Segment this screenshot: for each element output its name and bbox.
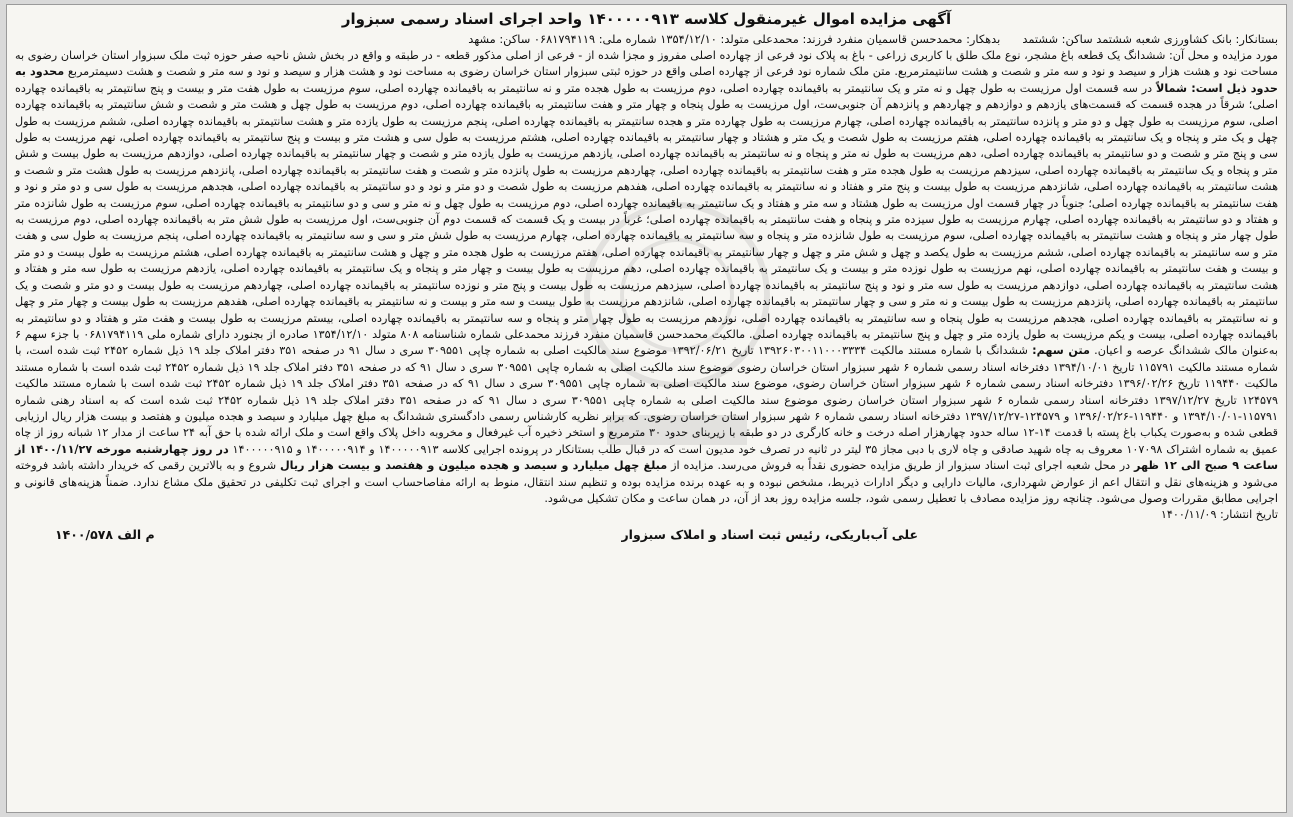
body-bold-1: محدود به حدود ذیل است: شمالاً (15, 65, 1278, 95)
notice-sheet (6, 4, 1287, 813)
body-part-4: در محل شعبه اجرای ثبت اسناد سبزوار از طریق مزایده حضوری نقداً به فروش می‌رسد. مزایده از (671, 459, 1131, 473)
body-bold-4: مبلغ چهل میلیارد و سیصد و هجده میلیون و هفتصد و بیست هزار ریال (279, 459, 668, 473)
creditor-info: بستانکار: بانک کشاورزی شعبه ششتمد ساکن: ششتمد (1022, 32, 1278, 46)
signature: علی آب‌باریکی، رئیس ثبت اسناد و املاک سبزوار (621, 527, 918, 543)
body-bold-3: در روز چهارشنبه مورخه ۱۴۰۰/۱۱/۲۷ از ساعت ۹ صبح الی ۱۲ ظهر (15, 442, 1278, 473)
body-part-1: مورد مزایده و محل آن: ششدانگ یک قطعه باغ مشجر، نوع ملک طلق با کاربری زراعی - باغ به پلاک نود فرعی از چهارده اصلی مفروز و مجزا شده از - فرعی از اصلی مذکور قطعه - در طبقه و واقع در بخش شش ناحیه صفر حوزه ثبت ملک سبزوار استان خراسان رضوی به مساحت نود و هشت هزار و سیصد و نود و سه متر و شصت و هشت سانتیمترمربع. متن ملک شماره نود فرعی از چهارده اصلی واقع در حوزه ثبتی سبزوار استان خراسان رضوی به مساحت نود و هشت هزار و سیصد و نود و سه متر و شصت و هشت دسیمترمربع (15, 49, 1278, 79)
parties-line (15, 31, 1278, 47)
signature-row (15, 525, 1278, 545)
publish-date: تاریخ انتشار: ۱۴۰۰/۱۱/۰۹ (1160, 508, 1278, 522)
body-part-2: در سه قسمت اول مرزیست به طول چهل و نه متر و یک سانتیمتر به باقیمانده چهارده اصلی، دوم مرزیست به طول هجده متر و نه سانتیمتر به باقیمانده چهارده اصلی، سوم مرزیست به طول هفت متر و بیست و پنج سانتیمتر به باقیمانده چهارده اصلی؛ شرقاً در هجده قسمت که قسمت‌های یازدهم و دوازدهم و چهاردهم و پانزدهم آن جنوبی‌ست، اول مرزیست به طول پنجاه و چهار متر و هفت سانتیمتر به باقیمانده چهارده اصلی، دوم مرزیست به طول چهل و هشت متر و شصت و شش سانتیمتر به باقیمانده چهارده اصلی، سوم مرزیست به طول چهل و دو متر و پانزده سانتیمتر به باقیمانده چهارده اصلی، چهارم مرزیست به طول چهارده متر و هجده سانتیمتر به باقیمانده چهارده اصلی، پنجم مرزیست به طول یازده متر و هشت سانتیمتر به باقیمانده چهارده اصلی، ششم مرزیست به طول چهل و یک متر و پنجاه و یک سانتیمتر به باقیمانده چهارده اصلی، هفتم مرزیست به طول شصت و یک متر و هشتاد و چهار سانتیمتر به باقیمانده چهارده اصلی، هشتم مرزیست به طول سی و هشت متر و بیست و پنج سانتیمتر به باقیمانده چهارده اصلی، نهم مرزیست به طول سی و پنج متر و شصت و دو سانتیمتر به باقیمانده چهارده اصلی، دهم مرزیست به طول نه متر و پنجاه و نه سانتیمتر به باقیمانده چهارده اصلی، یازدهم مرزیست به طول یازده متر و شصت و چهار سانتیمتر به باقیمانده چهارده اصلی، دوازدهم مرزیست به طول بیست و شش متر و پنجاه و یک سانتیمتر به باقیمانده چهارده اصلی، سیزدهم مرزیست به طول هجده متر و هفت سانتیمتر به باقیمانده چهارده اصلی، چهاردهم مرزیست به طول پانزده متر و شصت و هفت سانتیمتر به باقیمانده چهارده اصلی، پانزدهم مرزیست به طول هشت متر و شصت و هشت سانتیمتر به باقیمانده چهارده اصلی، شانزدهم مرزیست به طول بیست و پنج متر و هفتاد و نه سانتیمتر به باقیمانده چهارده اصلی، هفدهم مرزیست به طول شصت و دو متر و نود و دو سانتیمتر به باقیمانده چهارده اصلی، هجدهم مرزیست به طول سی و دو متر و نود و هفت سانتیمتر به باقیمانده چهارده اصلی؛ جنوباً در چهار قسمت اول مرزیست به طول هشتاد و سه متر و هفتاد و یک سانتیمتر به باقیمانده چهارده اصلی، دوم مرزیست به طول چهل و نه متر و سی و دو سانتیمتر به باقیمانده چهارده اصلی، سوم مرزیست به طول شانزده متر و هفتاد و دو سانتیمتر به باقیمانده چهارده اصلی، چهارم مرزیست به طول سیزده متر و پنجاه و هفت سانتیمتر به باقیمانده چهارده اصلی؛ غرباً در بیست و یک قسمت که قسمت دوم آن جنوبی‌ست، اول مرزیست به طول شش متر به باقیمانده چهارده اصلی، دوم مرزیست به طول چهار متر و پنجاه و هشت سانتیمتر به باقیمانده چهارده اصلی، سوم مرزیست به طول شانزده متر و پنجاه و سه سانتیمتر به باقیمانده چهارده اصلی، چهارم مرزیست به طول شش متر و سی و سه سانتیمتر به باقیمانده چهارده اصلی، پنجم مرزیست به طول سی و هفت متر و سه سانتیمتر به باقیمانده چهارده اصلی، ششم مرزیست به طول یکصد و چهل و شش متر و چهل و چهار سانتیمتر به باقیمانده چهارده اصلی، هفتم مرزیست به طول هجده متر و چهل و هشت سانتیمتر به باقیمانده چهارده اصلی، هشتم مرزیست به طول بیست و دو متر و بیست و هفت سانتیمتر به باقیمانده چهارده اصلی، نهم مرزیست به طول نوزده متر و بیست و یک سانتیمتر به باقیمانده چهارده اصلی، دهم مرزیست به طول بیست و چهار متر و پنجاه و یک سانتیمتر به باقیمانده چهارده اصلی، یازدهم مرزیست به طول سه متر و هفتاد و هشت سانتیمتر به باقیمانده چهارده اصلی، دوازدهم مرزیست به طول سه متر و نود و پنج سانتیمتر به باقیمانده چهارده اصلی، سیزدهم مرزیست به طول بیست و پنج متر و نوزده سانتیمتر به باقیمانده چهارده اصلی، چهاردهم مرزیست به طول بیست و دو متر و شصت و یک سانتیمتر به باقیمانده چهارده اصلی، پانزدهم مرزیست به طول بیست و نه متر و سی و چهار سانتیمتر به باقیمانده چهارده اصلی، شانزدهم مرزیست به طول بیست و سه متر و بیست و نه سانتیمتر به باقیمانده چهارده اصلی، هفدهم مرزیست به طول بیست و چهار متر و چهل و نه سانتیمتر به باقیمانده چهارده اصلی، هجدهم مرزیست به طول پنجاه و سه سانتیمتر به باقیمانده چهارده اصلی، نوزدهم مرزیست به طول چهار متر و پنجاه و سه سانتیمتر به باقیمانده چهارده اصلی، بیستم مرزیست به طول بیست و هفت متر و هفتاد و دو سانتیمتر به باقیمانده چهارده اصلی، بیست و یکم مرزیست به طول یازده متر و چهل و پنج سانتیمتر به باقیمانده چهارده اصلی. مالکیت محمدحسن قاسمیان منفرد فرزند محمدعلی شماره شناسنامه ۸۰۸ متولد ۱۳۵۴/۱۲/۱۰ صادره از بجنورد دارای شماره ملی ۰۶۸۱۷۹۴۱۱۹ با جزء سهم ۶ به‌عنوان مالک ششدانگ عرصه و اعیان. (15, 81, 1279, 358)
notice-body (15, 48, 1278, 507)
body-bold-2: متن سهم: (1032, 344, 1090, 358)
debtor-info: بدهکار: محمدحسن قاسمیان منفرد فرزند: محمدعلی متولد: ۱۳۵۴/۱۲/۱۰ شماره ملی: ۰۶۸۱۷۹۴۱۱۹ ساکن: مشهد (468, 32, 1001, 46)
reference-number: م الف ۱۴۰۰/۵۷۸ (55, 527, 155, 543)
body-part-3: ششدانگ با شماره مستند مالکیت ۱۳۹۲۶۰۳۰۰۱۱۰۰۰۳۳۳۴ تاریخ ۱۳۹۲/۰۶/۲۱ موضوع سند مالکیت اصلی به شماره چاپی ۳۰۹۵۵۱ سری د سال ۹۱ در صفحه ۳۵۱ دفتر املاک جلد ۱۹ ذیل شماره ۲۴۵۲ ثبت شده است، با شماره مستند مالکیت ۱۱۵۷۹۱ تاریخ ۱۳۹۴/۱۰/۰۱ دفترخانه اسناد رسمی شماره ۶ شهر سبزوار استان خراسان رضوی موضوع سند مالکیت اصلی به شماره چاپی ۳۰۹۵۵۱ سری د سال ۹۱ که در صفحه ۳۵۱ دفتر املاک جلد ۱۹ ذیل شماره ۲۴۵۲ ثبت شده است با شماره مستند مالکیت ۱۱۹۴۴۰ تاریخ ۱۳۹۶/۰۲/۲۶ دفترخانه اسناد رسمی شماره ۶ شهر سبزوار استان خراسان رضوی، موضوع سند مالکیت اصلی به شماره چاپی ۳۰۹۵۵۱ سری د سال ۹۱ که در صفحه ۳۵۱ دفتر املاک جلد ۱۹ ذیل شماره ۲۴۵۲ ثبت شده است با شماره مستند مالکیت ۱۲۴۵۷۹ تاریخ ۱۳۹۷/۱۲/۲۷ دفترخانه اسناد رسمی شماره ۶ شهر سبزوار استان خراسان رضوی موضوع سند مالکیت اصلی به شماره چاپی ۳۰۹۵۵۱ سری د سال ۹۱ که در صفحه ۳۵۱ دفتر املاک جلد ۱۹ ذیل شماره ۲۴۵۲ ثبت شده است که به اسناد رهنی شماره ۱۱۵۷۹۱-۱۳۹۴/۱۰/۰۱ و ۱۱۹۴۴۰-۱۳۹۶/۰۲/۲۶ و ۱۲۴۵۷۹-۱۳۹۷/۱۲/۲۷ دفترخانه اسناد رسمی شماره ۶ شهر سبزوار استان خراسان رضوی. که برابر نظریه کارشناس رسمی دادگستری ششدانگ به مبلغ چهل میلیارد و سیصد و هجده میلیون و هفتصد و بیست هزار ریال ارزیابی قطعی شده و به‌صورت یکباب باغ پسته با قدمت ۱۴-۱۲ ساله حدود چهارهزار اصله درخت و خانه کارگری در دو طبقه با زیربنای حدود ۳۰ مترمربع و استخر ذخیره آب غیرفعال و مخروبه داخل پلاک واقع است و ملک ارائه شده با حق آبه ۲۴ ساعت از مدار ۱۲ شبانه روز از چاه عمیق به شماره اشتراک ۱۰۷۰۹۸ معروف به چاه شهید صادقی و چاه لاری با دبی مجاز ۳۵ لیتر در ثانیه در تصرف خود مدیون است که در قبال طلب بستانکار در پرونده اجرایی کلاسه ۱۴۰۰۰۰۰۹۱۳ و ۱۴۰۰۰۰۰۹۱۴ و ۱۴۰۰۰۰۰۹۱۵ (15, 344, 1279, 456)
body-part-5: شروع و به بالاترین رقمی که خریدار داشته باشد فروخته می‌شود و هزینه‌های نقل و انتقال اعم از عوارض شهرداری، مالیات دارایی و دیگر ادارات ذیربط، مشخص نبوده و به عهده برنده مزایده بوده و تنظیم سند انتقال، منوط به ارائه مفاصاحساب است و اجرای ثبت تکلیفی در تحقیق ملک مشاع ندارد. ضمناً هزینه‌های قانونی و اجرایی مطابق مقررات وصول می‌شود. چنانچه روز مزایده مصادف با تعطیل رسمی شود، جلسه مزایده روز بعد از آن، در همان ساعت و مکان تشکیل می‌شود. (15, 459, 1278, 505)
auction-notice (15, 9, 1278, 808)
notice-title: آگهی مزایده اموال غیرمنقول کلاسه ۱۴۰۰۰۰۰۹۱۳ واحد اجرای اسناد رسمی سبزوار (341, 10, 952, 28)
